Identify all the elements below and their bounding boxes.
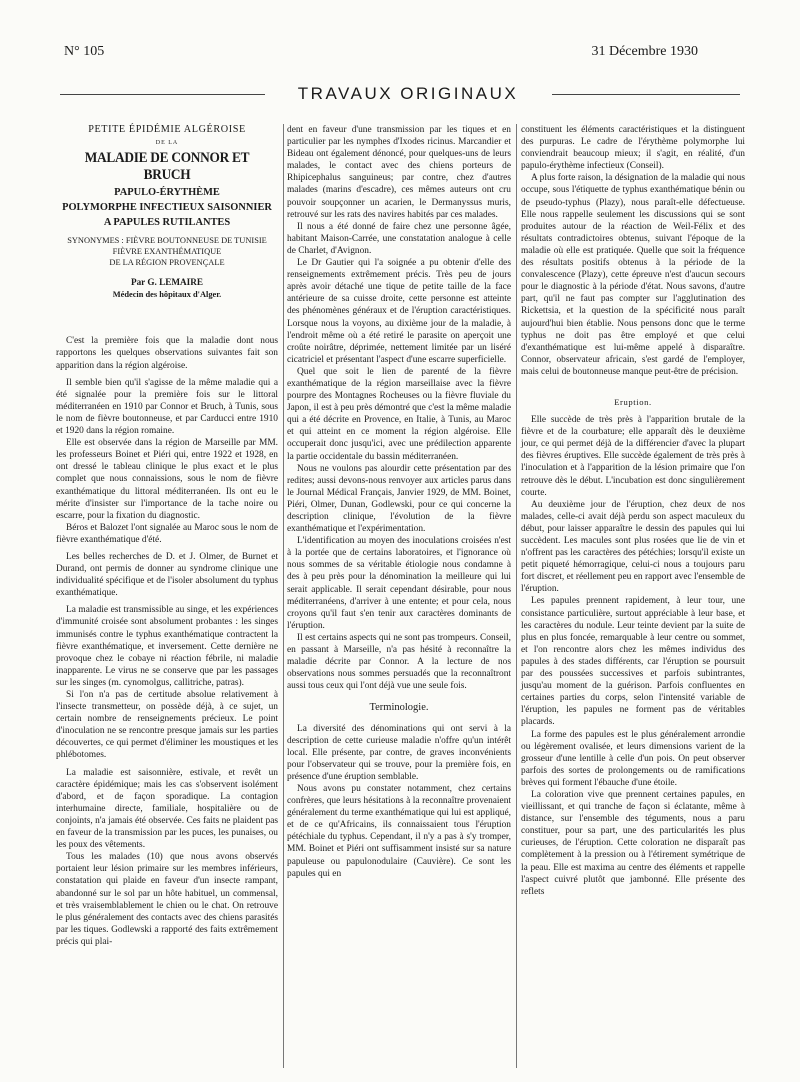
paragraph: Si l'on n'a pas de certitude absolue relativement à l'insecte transmetteur, on possède déjà, à ce sujet, un certain nombre de renseignements précieux. Le point d'inoculation ne se rencontre presque jamais sur les parties découvertes, ce qui permet d'éliminer les moustiques et les phlébotomes. [56, 690, 278, 761]
column-2 [287, 124, 511, 880]
issue-date: 31 Décembre 1930 [591, 44, 698, 59]
column-3 [521, 124, 745, 898]
paragraph: Au deuxième jour de l'éruption, chez deux de nos malades, celle-ci avait déjà perdu son aspect maculeux du début, pour laisser apparaître le dessin des papules qui lui succèdent. Les macules sont plus rosées que lie de vin et n'offrent pas les caractères des pétéchies; lorsqu'il existe un petit piqueté hémorragique, celui-ci nous a toujours paru fort discret, et réellement peu en rapport avec l'ensemble de l'éruption. [521, 499, 745, 595]
article-synonyms: DE LA RÉGION PROVENÇALE [109, 258, 225, 268]
paragraph: La coloration vive que prennent certaines papules, en vieillissant, et qui tranche de façon si éclatante, même à distance, sur l'ensemble des téguments, nous a paru constituer, pour sa part, une des particularités les plus curieuses, de l'éruption. Cette coloration ne disparaît pas complètement à la pression ou à l'étirement symétrique de la peau. Elle est maxima au centre des éléments et rappelle l'aspect cuivré plutôt que jambonné. Elle présente des reflets [521, 789, 745, 897]
paragraph: La forme des papules est le plus généralement arrondie ou légèrement ovalisée, et leurs dimensions varient de la grosseur d'une lentille à celle d'un pois. On peut observer parfois des sortes de prolongements ou de ramifications brèves qui forment l'ébauche d'une étoile. [521, 729, 745, 788]
article-subtitle: PAPULO-ÉRYTHÈME [114, 187, 220, 199]
paragraph: constituent les éléments caractéristiques et la distinguent des purpuras. Le cadre de l'érythème polymorphe lui conviendrait beaucoup mieux; il s'agit, en réalité, d'un papulo-érythème infectieux (Conseil). [521, 125, 745, 172]
title-rule-left [60, 94, 265, 95]
paragraph: La diversité des dénominations qui ont servi à la description de cette curieuse maladie n'offre qu'un intérêt local. Elle présente, par contre, de graves inconvénients pour l'observateur qui se trouve, pour la première fois, en présence d'une éruption semblable. [287, 723, 511, 782]
paragraph: Il est certains aspects qui ne sont pas trompeurs. Conseil, en passant à Marseille, n'a pas hésité à reconnaître la maladie décrite par Connor. A la lecture de nos observations nous sommes persuadés que la reconnaîtront aussi tous ceux qui l'ont déjà vue une seule fois. [287, 632, 511, 692]
paragraph: Elle succède de très près à l'apparition brutale de la fièvre et de la courbature; elle apparaît dès le deuxième jour, ce qui permet déjà de la différencier d'avec la plupart des fièvres éruptives. Elle succède également de très près à l'inoculation et à l'apparition de la lésion primaire que l'on retrouve dès le début. L'incubation est donc singulièrement courte. [521, 415, 745, 498]
paragraph: Elle est observée dans la région de Marseille par MM. les professeurs Boinet et Piéri qui, entre 1922 et 1928, en ont dressé le tableau clinique le plus exact et le plus complet que nous connaissions, sous le nom de fièvre exanthématique du littoral méditerranéen. Ils ont eu le mérite d'insister sur l'importance de la tache noire ou escarre, pour la fixation du diagnostic. [56, 438, 278, 521]
paragraph: Les papules prennent rapidement, à leur tour, une consistance particulière, surtout appréciable à leur base, et les caractères du nodule. Leur teinte devient par la suite de plus en plus foncée, remarquable à leur centre ou sommet, et l'on rencontre alors chez les mêmes individus des papules à des stades différents, car l'éruption se poursuit par des poussées successives et parfois subintrantes, jusqu'au moment de la guérison. Parfois confluentes en certaines parties du corps, selon l'intensité variable de l'éruption, les papules ne forment pas de véritables placards. [521, 596, 745, 728]
title-rule-right [552, 94, 740, 95]
paragraph: Quel que soit le lien de parenté de la fièvre exanthématique de la région marseillaise avec la fièvre pourpre des Montagnes Rocheuses ou la fièvre fluviale du Japon, il est à peu près démontré que c'est la même maladie qui a été décrite en Provence, en Italie, à Tunis, au Maroc et qui atteint en ce moment la région algéroise. Elle occuperait donc jusqu'ici, avec une prédilection apparente la partie occidentale du bassin méditerranéen. [287, 366, 511, 462]
article-heading [56, 124, 278, 301]
paragraph: Le Dr Gautier qui l'a soignée a pu obtenir d'elle des renseignements extrêmement précis. Très peu de jours après avoir détaché une tique de petite taille de la face antérieure de sa cuisse droite, cette personne est atteinte des phénomènes généraux et de l'éruption caractéristiques. Lorsque nous la voyons, au dixième jour de la maladie, à l'endroit même où a été retiré le parasite on aperçoit une croûte noirâtre, déprimée, nettement limitée par un liséré cicatriciel et présentant l'aspect d'une escarre superficielle. [287, 258, 511, 365]
paragraph: Nous avons pu constater notamment, chez certains confrères, que leurs hésitations à la reconnaître provenaient généralement du terme exanthématique qui lui est appliqué, et de ce qu'Africains, ils connaissaient tous l'éruption pétéchiale du typhus. Cependant, il n'y a pas à s'y tromper, MM. Boinet et Piéri ont suffisamment insisté sur sa nature papuleuse ou papulonodulaire (Cauvière). Ce sont les papules qui en [287, 783, 511, 879]
article-subtitle: A PAPULES RUTILANTES [103, 217, 231, 229]
article-subtitle: POLYMORPHE INFECTIEUX SAISONNIER [62, 202, 272, 214]
eruption-heading: Eruption. [614, 396, 652, 407]
paragraph: Tous les malades (10) que nous avons observés portaient leur lésion primaire sur les membres inférieurs, constatation qui plaide en faveur d'un insecte rampant, abandonné sur le sol par un hôte habituel, un commensal, et très vraisemblablement le chien ou le chat. On retrouve le plus généralement des contacts avec des chiens parasités par les tiques. Godlewski a rapporté des faits extrêmement précis qui plai- [56, 852, 278, 947]
section-title: TRAVAUX ORIGINAUX [297, 84, 519, 103]
column-divider [516, 124, 517, 1068]
paragraph: La maladie est transmissible au singe, et les expériences d'immunité croisée sont absolument probantes : les singes immunisés contre le typhus exanthématique contractent la fièvre exanthématique, et inversement. Cette dernière ne provoque chez le cobaye ni réaction fébrile, ni maladie inapparente. Le virus ne se conserve que par les passages sur les singes (m. cynomolgus, callitriche, patras). [56, 605, 278, 688]
article-title: MALADIE DE CONNOR ET BRUCH [84, 150, 250, 184]
paragraph: Il nous a été donné de faire chez une personne âgée, habitant Maison-Carrée, une constatation analogue à celle de Charlet, d'Avignon. [287, 221, 511, 256]
paragraph: dent en faveur d'une transmission par les tiques et en particulier par les nymphes d'Ixodes ricinus. Marcandier et Bideau ont également dénoncé, pour quelques-uns de leurs malades, le contact avec des chiens porteurs de Rhipicephalus sanguineus; par contre, chez d'autres malades (marins d'escadre), ces mêmes auteurs ont cru pouvoir soupçonner un acarien, le Dermanyssus muris, retrouvé sur les rats des navires habités par ces malades. [287, 125, 511, 220]
paragraph: Il semble bien qu'il s'agisse de la même maladie qui a été signalée pour la première fois sur le littoral méditerranéen en 1910 par Connor et Bruch, à Tunis, sous le nom de fièvre boutonneuse, et par Carducci entre 1910 et 1920 dans la région romaine. [56, 377, 278, 437]
paragraph: Les belles recherches de D. et J. Olmer, de Burnet et Durand, ont permis de donner au syndrome clinique une individualité spécifique et de l'isoler absolument du typhus exanthématique. [56, 551, 278, 599]
paragraph: L'identification au moyen des inoculations croisées n'est à la portée que de certains laboratoires, et l'ignorance où nous sommes de sa véritable étiologie nous condamne à des à peu près pour la dénomination la meilleure qui lui serait applicable. Il serait cependant désirable, pour nous méditerranéens, d'arriver à une entente; et pour cela, nous croyons qu'il faut s'en tenir aux caractères dominants de l'éruption. [287, 536, 511, 631]
article-affiliation: Médecin des hôpitaux d'Alger. [112, 290, 222, 300]
article-kicker: PETITE ÉPIDÉMIE ALGÉROISE [88, 124, 246, 135]
paragraph: La maladie est saisonnière, estivale, et revêt un caractère épidémique; mais les cas s'observent isolément d'abord, et de façon sporadique. La contagion interhumaine directe, familiale, hospitalière ou de conjoints, n'a jamais été observée. Ces faits ne plaident pas en faveur de la transmission par les puces, les punaises, ou les poux des vêtements. [56, 767, 278, 851]
paragraph: Nous ne voulons pas alourdir cette présentation par des redites; aussi devons-nous renvoyer aux articles parus dans le Journal Médical Français, Janvier 1929, de MM. Boinet, Piéri, Olmer, Dunan, Godlewski, pour ce qui concerne la description clinique, l'évolution de la fièvre exanthématique et l'expérimentation. [287, 463, 511, 535]
paragraph: Béros et Balozet l'ont signalée au Maroc sous le nom de fièvre exanthématique d'été. [56, 522, 278, 545]
paragraph: C'est la première fois que la maladie dont nous rapportons les quelques observations suivantes fait son apparition dans la région algéroise. [56, 336, 278, 371]
article-synonyms: FIÈVRE EXANTHÉMATIQUE [112, 247, 222, 257]
article-author: Par G. LEMAIRE [130, 277, 204, 288]
issue-number: N° 105 [64, 44, 105, 59]
article-of-the: DE LA [155, 140, 179, 147]
article-synonyms: SYNONYMES : FIÈVRE BOUTONNEUSE DE TUNISIE [67, 236, 267, 246]
terminology-heading: Terminologie. [369, 702, 429, 714]
column-divider [283, 124, 284, 1068]
column-1 [56, 124, 278, 948]
paragraph: A plus forte raison, la désignation de la maladie qui nous occupe, sous l'étiquette de typhus exanthématique bénin ou de pseudo-typhus (Plazy), nous paraît-elle défectueuse. Elle nous rappelle seulement les discussions qui se sont produites autour de la réaction de Weil-Félix et des résultats contradictoires obtenus, suivant l'époque de la maladie où elle est pratiquée. Quelle que soit la fréquence des résultats positifs obtenus à la période de la convalescence (Plazy), cette épreuve n'est d'aucun secours pour le diagnostic à la période d'état. Nous savons, d'autre part, qu'il ne faut pas compter sur l'agglutination des Rickettsia, et la question de la spécificité nous paraît aujourd'hui bien établie. Nous pensons donc que le terme typhus ne doit pas être employé et que celui d'exanthématique est lui-même appelé à disparaître. Connor, observateur africain, s'est gardé de l'employer, mais celui de boutonneuse manque peut-être de précision. [521, 173, 745, 377]
